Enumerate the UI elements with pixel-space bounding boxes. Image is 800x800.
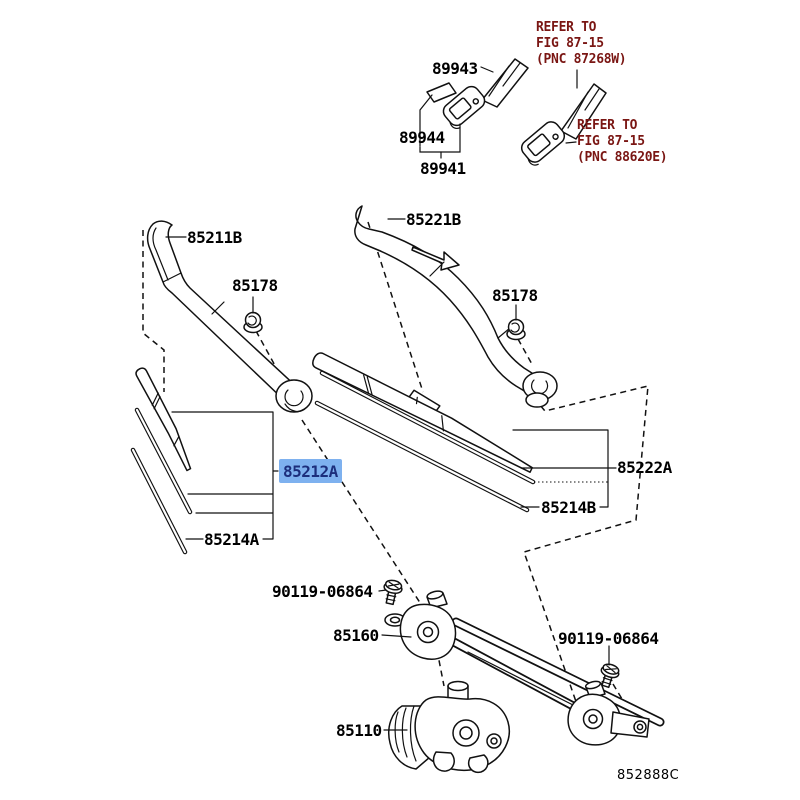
reference-line: FIG 87-15: [536, 36, 604, 51]
reference-line: (PNC 87268W): [536, 52, 627, 67]
rubber-strip-lh-2-inner: [133, 450, 185, 552]
callout-89944[interactable]: 89944: [399, 128, 445, 147]
bracket-blade-lh: [172, 412, 278, 539]
bolt-lh-drawing: [381, 579, 403, 606]
link-pivot-rh-ring: [584, 710, 603, 729]
arm-nut-rh-drawing: [507, 320, 525, 340]
wiper-arm-rh-drawing: [355, 206, 557, 407]
callout-85211B[interactable]: 85211B: [187, 228, 242, 247]
diagram-code: 852888C: [617, 768, 680, 783]
refer-transmitter-drawing: [518, 119, 569, 168]
link-balljoint: [634, 721, 646, 733]
callout-85222A[interactable]: 85222A: [617, 458, 672, 477]
leader-90119-lh: [379, 590, 386, 591]
reference-line: FIG 87-15: [577, 134, 645, 149]
motor-foot-2: [469, 755, 488, 772]
wiper-motor-drawing: [389, 682, 510, 773]
motor-boss: [487, 734, 501, 748]
dashed-line-nut-rh: [518, 339, 533, 366]
wiper-arm-lh-drawing: [148, 221, 312, 412]
callout-85212A-highlighted[interactable]: 85212A: [279, 459, 342, 483]
motor-gear-ring: [453, 720, 479, 746]
callout-85178-lh[interactable]: 85178: [232, 276, 278, 295]
leader-refer2: [566, 142, 576, 143]
sticker-89944-drawing: [427, 83, 456, 102]
motor-foot-1: [434, 752, 455, 771]
callout-85214A[interactable]: 85214A: [204, 530, 259, 549]
callout-85214B[interactable]: 85214B: [541, 498, 596, 517]
link-pivot-lh-ring: [418, 622, 439, 643]
callout-85110[interactable]: 85110: [336, 721, 382, 740]
callout-85178-rh[interactable]: 85178: [492, 286, 538, 305]
link-rod-3: [468, 652, 575, 706]
leader-89943: [481, 67, 493, 72]
refer-transmitter-body: [518, 119, 567, 166]
reference-line: (PNC 88620E): [577, 150, 668, 165]
bracket-blade-rh: [513, 430, 616, 507]
callout-85221B[interactable]: 85221B: [406, 210, 461, 229]
reference-line: REFER TO: [536, 20, 597, 35]
callout-85160[interactable]: 85160: [333, 626, 379, 645]
arm-lh-pivot: [276, 380, 312, 412]
callout-90119-lh[interactable]: 90119-06864: [272, 582, 373, 601]
callout-90119-rh[interactable]: 90119-06864: [558, 629, 659, 648]
arm-nut-lh-drawing: [244, 313, 262, 333]
reference-note-87268W[interactable]: [536, 20, 626, 68]
reference-line: REFER TO: [577, 118, 638, 133]
callout-89941[interactable]: 89941: [420, 159, 466, 178]
reference-note-88620E[interactable]: [577, 118, 667, 166]
callout-89943[interactable]: 89943: [432, 59, 478, 78]
arm-rh-pivot-base: [526, 393, 548, 407]
motor-cap-top: [448, 682, 468, 691]
rubber-strip-rh-1-inner: [322, 373, 533, 482]
arm-lh-body: [148, 221, 299, 402]
